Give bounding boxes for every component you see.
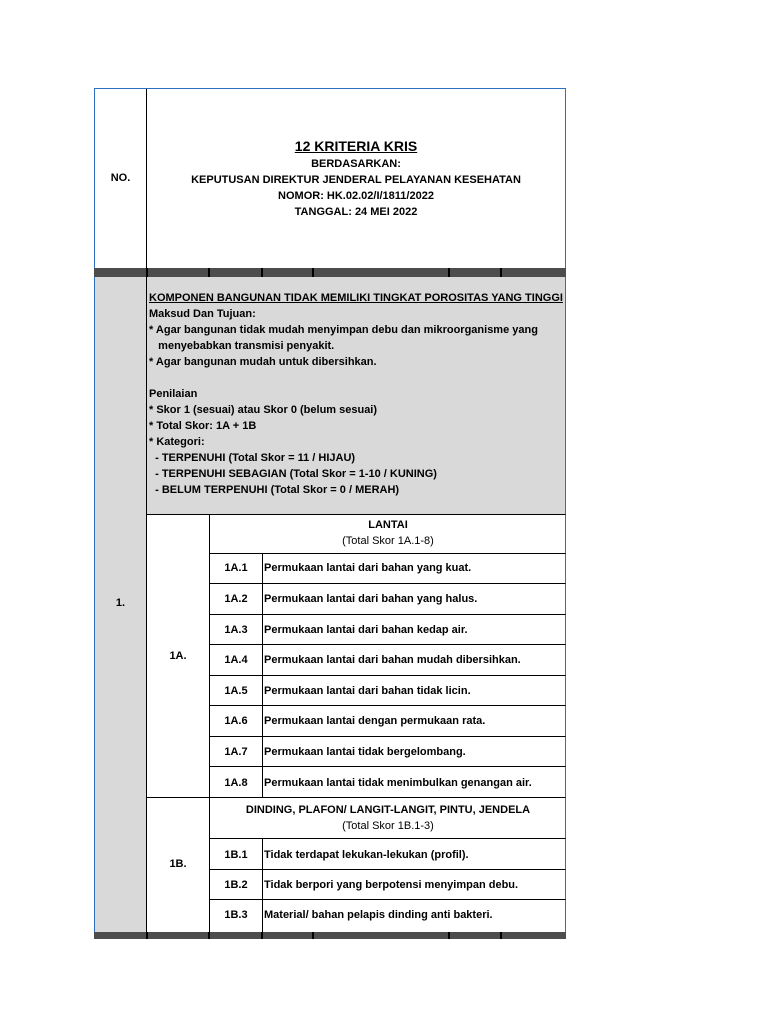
item-text: Permukaan lantai tidak bergelombang. <box>264 746 466 758</box>
item-text: Permukaan lantai dari bahan tidak licin. <box>264 685 471 697</box>
item-code: 1A.8 <box>224 777 248 789</box>
header-line-decree: KEPUTUSAN DIREKTUR JENDERAL PELAYANAN KESEHATAN <box>191 174 521 186</box>
cell-divider <box>262 554 263 584</box>
desc-line: Penilaian <box>149 388 198 400</box>
desc-line: - TERPENUHI SEBAGIAN (Total Skor = 1-10 / KUNING) <box>149 468 437 480</box>
table-row <box>210 645 566 676</box>
item-code: 1A.5 <box>224 685 248 697</box>
item-text: Permukaan lantai dengan permukaan rata. <box>264 715 486 727</box>
cell-divider <box>262 615 263 645</box>
cell-divider <box>262 706 263 737</box>
table-row <box>210 584 566 615</box>
table-row <box>210 554 566 584</box>
separator-tick <box>312 932 314 939</box>
table-row <box>210 839 566 870</box>
header-line-number: NOMOR: HK.02.02/I/1811/2022 <box>278 190 434 202</box>
desc-line: Maksud Dan Tujuan: <box>149 308 256 320</box>
cell-divider <box>262 767 263 798</box>
cell-divider <box>262 900 263 932</box>
table-row <box>210 737 566 767</box>
item-code: 1A.6 <box>224 715 248 727</box>
row-number: 1. <box>115 597 126 609</box>
table-row <box>210 615 566 645</box>
desc-line: - TERPENUHI (Total Skor = 11 / HIJAU) <box>149 452 356 464</box>
section-subtitle: (Total Skor 1A.1-8) <box>342 535 434 547</box>
desc-line: menyebabkan transmisi penyakit. <box>149 340 335 352</box>
desc-line: * Skor 1 (sesuai) atau Skor 0 (belum sesuai) <box>149 404 378 416</box>
item-code: 1B.1 <box>224 849 248 861</box>
separator-tick <box>146 268 148 277</box>
item-text: Tidak terdapat lekukan-lekukan (profil). <box>264 849 469 861</box>
item-code: 1A.4 <box>224 654 248 666</box>
cell-divider <box>262 870 263 900</box>
table-row <box>210 870 566 900</box>
table-row <box>210 900 566 932</box>
item-text: Tidak berpori yang berpotensi menyimpan debu. <box>264 879 519 891</box>
component-heading: KOMPONEN BANGUNAN TIDAK MEMILIKI TINGKAT POROSITAS YANG TINGGI <box>149 292 563 304</box>
separator-tick <box>261 932 263 939</box>
item-code: 1A.2 <box>224 593 248 605</box>
section-title: DINDING, PLAFON/ LANGIT-LANGIT, PINTU, JENDELA <box>245 804 531 816</box>
desc-line: * Agar bangunan mudah untuk dibersihkan. <box>149 356 377 368</box>
separator-tick <box>312 268 314 277</box>
footer-separator-bar <box>94 932 566 939</box>
items-1a <box>210 554 566 798</box>
cell-divider <box>262 737 263 767</box>
desc-line: * Total Skor: 1A + 1B <box>149 420 257 432</box>
item-text: Permukaan lantai dari bahan kedap air. <box>264 624 468 636</box>
section-title: LANTAI <box>368 519 408 531</box>
item-code: 1A.3 <box>224 624 248 636</box>
item-code: 1A.1 <box>224 562 248 574</box>
item-text: Permukaan lantai tidak menimbulkan genangan air. <box>264 777 532 789</box>
separator-tick <box>448 268 450 277</box>
desc-line: * Agar bangunan tidak mudah menyimpan debu dan mikroorganisme yang <box>149 324 538 336</box>
separator-tick <box>208 932 210 939</box>
separator-tick <box>146 932 148 939</box>
item-code: 1B.3 <box>224 909 248 921</box>
table-row <box>210 706 566 737</box>
cell-divider <box>262 645 263 676</box>
cell-divider <box>262 676 263 706</box>
section-code: 1B. <box>169 858 187 870</box>
item-text: Permukaan lantai dari bahan yang kuat. <box>264 562 472 574</box>
item-text: Permukaan lantai dari bahan mudah dibersihkan. <box>264 654 521 666</box>
table-row <box>210 767 566 798</box>
header-separator-bar <box>94 268 566 277</box>
cell-divider <box>262 839 263 870</box>
separator-tick <box>500 268 502 277</box>
document-title: 12 KRITERIA KRIS <box>294 138 418 154</box>
table-row <box>210 676 566 706</box>
desc-line: - BELUM TERPENUHI (Total Skor = 0 / MERAH) <box>149 484 400 496</box>
desc-line: * Kategori: <box>149 436 205 448</box>
no-column-label: NO. <box>110 172 131 184</box>
item-code: 1A.7 <box>224 746 248 758</box>
item-text: Material/ bahan pelapis dinding anti bakteri. <box>264 909 493 921</box>
section-code: 1A. <box>169 650 187 662</box>
separator-tick <box>448 932 450 939</box>
separator-tick <box>208 268 210 277</box>
cell-divider <box>262 584 263 615</box>
section-subtitle: (Total Skor 1B.1-3) <box>342 820 434 832</box>
separator-tick <box>500 932 502 939</box>
items-1b <box>210 839 566 932</box>
header-line-basis: BERDASARKAN: <box>311 158 401 170</box>
item-text: Permukaan lantai dari bahan yang halus. <box>264 593 478 605</box>
separator-tick <box>261 268 263 277</box>
header-line-date: TANGGAL: 24 MEI 2022 <box>294 206 418 218</box>
item-code: 1B.2 <box>224 879 248 891</box>
